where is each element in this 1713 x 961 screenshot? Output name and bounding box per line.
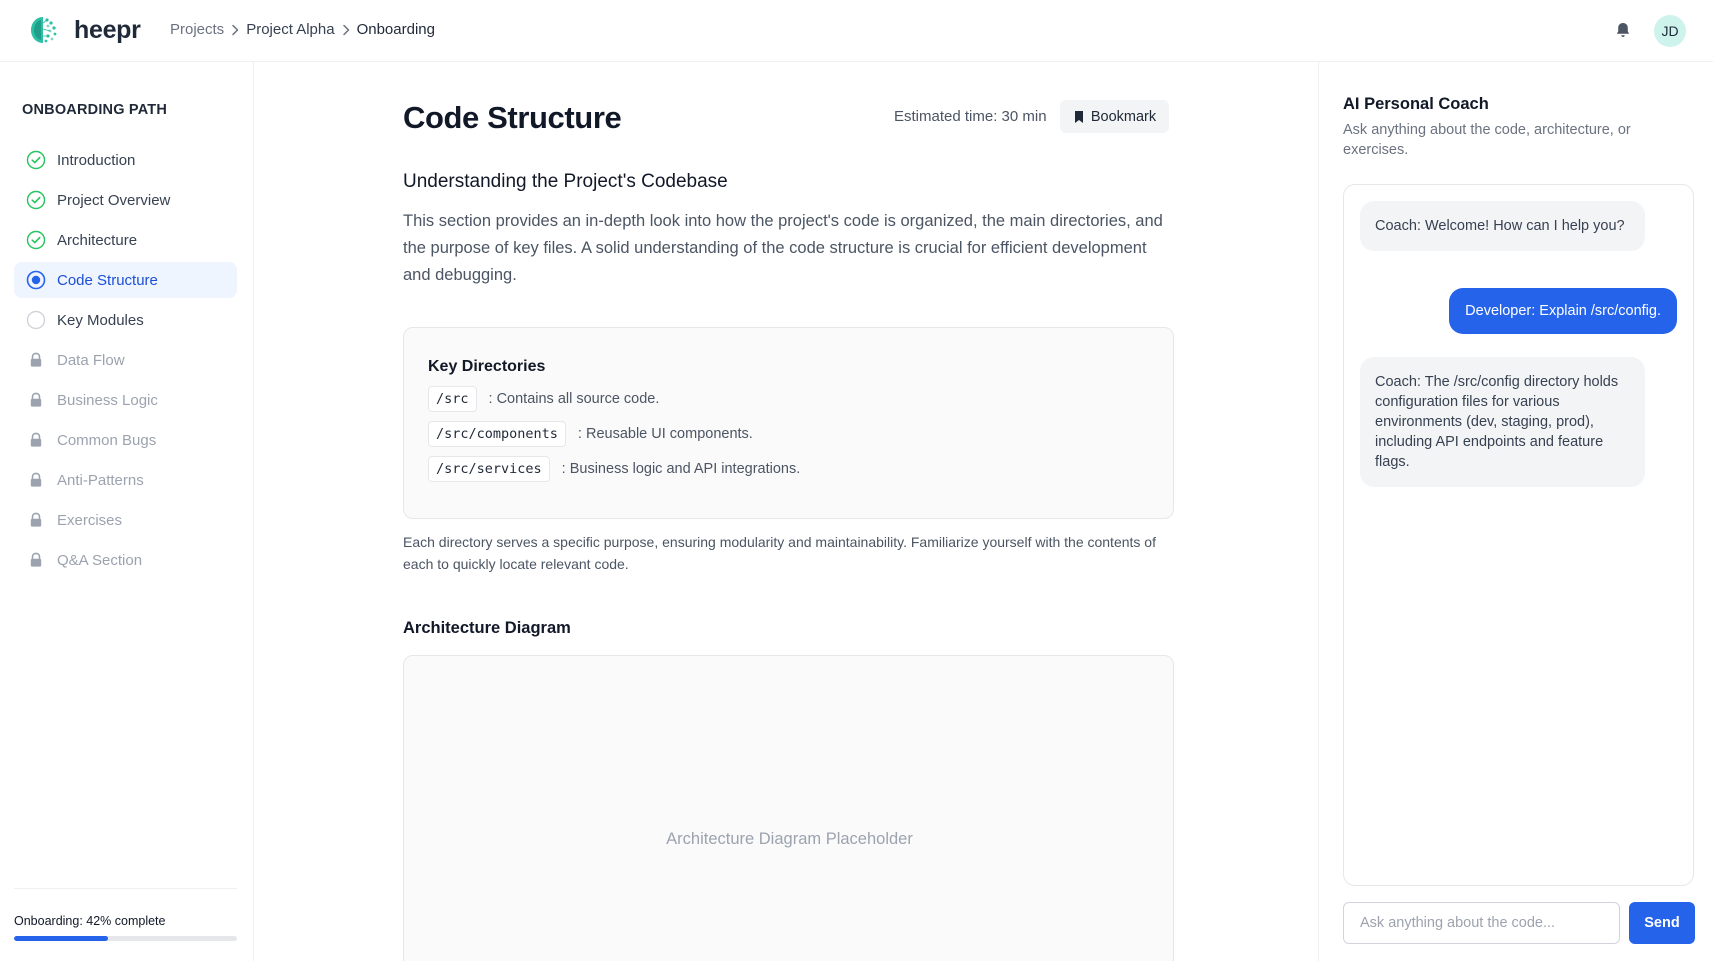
heepr-logo-icon[interactable] — [28, 14, 60, 46]
coach-title: AI Personal Coach — [1343, 95, 1489, 113]
sidebar-item-label: Anti-Patterns — [57, 471, 144, 489]
directory-row — [428, 386, 659, 412]
lock-icon — [25, 350, 46, 371]
sidebar-item-label: Exercises — [57, 511, 123, 529]
directory-row — [428, 456, 800, 482]
lock-icon — [25, 510, 46, 531]
lock-icon — [25, 430, 46, 451]
sidebar-item-label: Architecture — [57, 231, 138, 249]
onboarding-sidebar — [0, 62, 254, 961]
send-button[interactable]: Send — [1629, 902, 1695, 944]
sidebar-item-label: Code Structure — [57, 271, 158, 289]
progress-bar — [14, 936, 237, 941]
current-step-icon — [25, 270, 46, 291]
progress-bar-fill — [14, 936, 108, 941]
sidebar-item-architecture[interactable] — [14, 222, 237, 258]
estimated-time: Estimated time: 30 min — [894, 108, 1047, 125]
lock-icon — [25, 390, 46, 411]
top-header — [0, 0, 1713, 62]
sidebar-item-common-bugs[interactable] — [14, 422, 237, 458]
intro-paragraph: This section provides an in-depth look into how the project's code is organized, the main directories, and the purpose of key files. A solid understanding of the code structure is crucial for efficient development and debugging. — [403, 212, 1163, 284]
breadcrumb-onboarding: Onboarding — [356, 21, 435, 38]
check-circle-icon — [25, 150, 46, 171]
directory-description: : Business logic and API integrations. — [561, 461, 801, 477]
bell-icon[interactable] — [1613, 20, 1633, 40]
lock-icon — [25, 550, 46, 571]
sidebar-item-label: Data Flow — [57, 351, 125, 369]
sidebar-item-label: Q&A Section — [57, 551, 143, 569]
progress-label: Onboarding: 42% complete — [14, 914, 166, 928]
architecture-diagram — [403, 655, 1174, 961]
key-directories-card — [403, 327, 1174, 519]
sidebar-item-key-modules[interactable] — [14, 302, 237, 338]
bookmark-icon — [1073, 110, 1085, 124]
sidebar-item-code-structure[interactable] — [14, 262, 237, 298]
sidebar-item-exercises[interactable] — [14, 502, 237, 538]
sidebar-item-anti-patterns[interactable] — [14, 462, 237, 498]
lesson-content — [255, 62, 1318, 961]
coach-message: Coach: Welcome! How can I help you? — [1360, 201, 1645, 251]
breadcrumb-project-alpha[interactable]: Project Alpha — [246, 21, 335, 38]
bookmark-label: Bookmark — [1090, 108, 1157, 125]
directory-path: /src/components — [428, 421, 566, 447]
sidebar-item-label: Business Logic — [57, 391, 158, 409]
breadcrumb — [170, 21, 435, 38]
onboarding-nav — [14, 142, 237, 582]
sidebar-item-label: Common Bugs — [57, 431, 157, 449]
sidebar-item-label: Project Overview — [57, 191, 171, 209]
check-circle-icon — [25, 230, 46, 251]
sidebar-item-qa-section[interactable] — [14, 542, 237, 578]
sidebar-item-project-overview[interactable] — [14, 182, 237, 218]
coach-subtitle: Ask anything about the code, architecture, or exercises. — [1343, 122, 1631, 158]
bookmark-button[interactable] — [1060, 100, 1169, 133]
directory-path: /src — [428, 386, 477, 412]
empty-circle-icon — [25, 310, 46, 331]
check-circle-icon — [25, 190, 46, 211]
sidebar-item-label: Introduction — [57, 151, 136, 169]
chat-input[interactable] — [1343, 902, 1620, 944]
directory-description: : Reusable UI components. — [577, 426, 753, 442]
sidebar-item-business-logic[interactable] — [14, 382, 237, 418]
user-avatar[interactable]: JD — [1654, 15, 1686, 47]
chevron-right-icon — [224, 22, 246, 38]
diagram-title: Architecture Diagram — [403, 619, 571, 637]
sidebar-item-introduction[interactable] — [14, 142, 237, 178]
directory-row — [428, 421, 753, 447]
key-directories-title: Key Directories — [428, 358, 546, 375]
directory-description: : Contains all source code. — [488, 391, 660, 407]
ai-coach-panel — [1318, 62, 1713, 961]
sidebar-item-data-flow[interactable] — [14, 342, 237, 378]
onboarding-progress — [14, 888, 237, 928]
breadcrumb-projects[interactable]: Projects — [170, 21, 225, 38]
directory-path: /src/services — [428, 456, 550, 482]
coach-message: Coach: The /src/config directory holds configuration files for various environments (dev, staging, prod), including API endpoints and feature flags. — [1360, 357, 1645, 487]
page-title: Code Structure — [403, 100, 622, 135]
developer-message: Developer: Explain /src/config. — [1449, 288, 1677, 334]
section-subtitle: Understanding the Project's Codebase — [403, 171, 728, 192]
diagram-placeholder: Architecture Diagram Placeholder — [666, 830, 913, 848]
chat-history[interactable] — [1343, 184, 1694, 886]
sidebar-title: ONBOARDING PATH — [22, 102, 168, 118]
lock-icon — [25, 470, 46, 491]
sidebar-item-label: Key Modules — [57, 311, 144, 329]
directory-note: Each directory serves a specific purpose, ensuring modularity and maintainability. Familiarize yourself with the contents of each to quickly locate relevant code. — [403, 534, 1156, 572]
chevron-right-icon — [335, 22, 357, 38]
brand-name[interactable]: heepr — [74, 16, 141, 44]
